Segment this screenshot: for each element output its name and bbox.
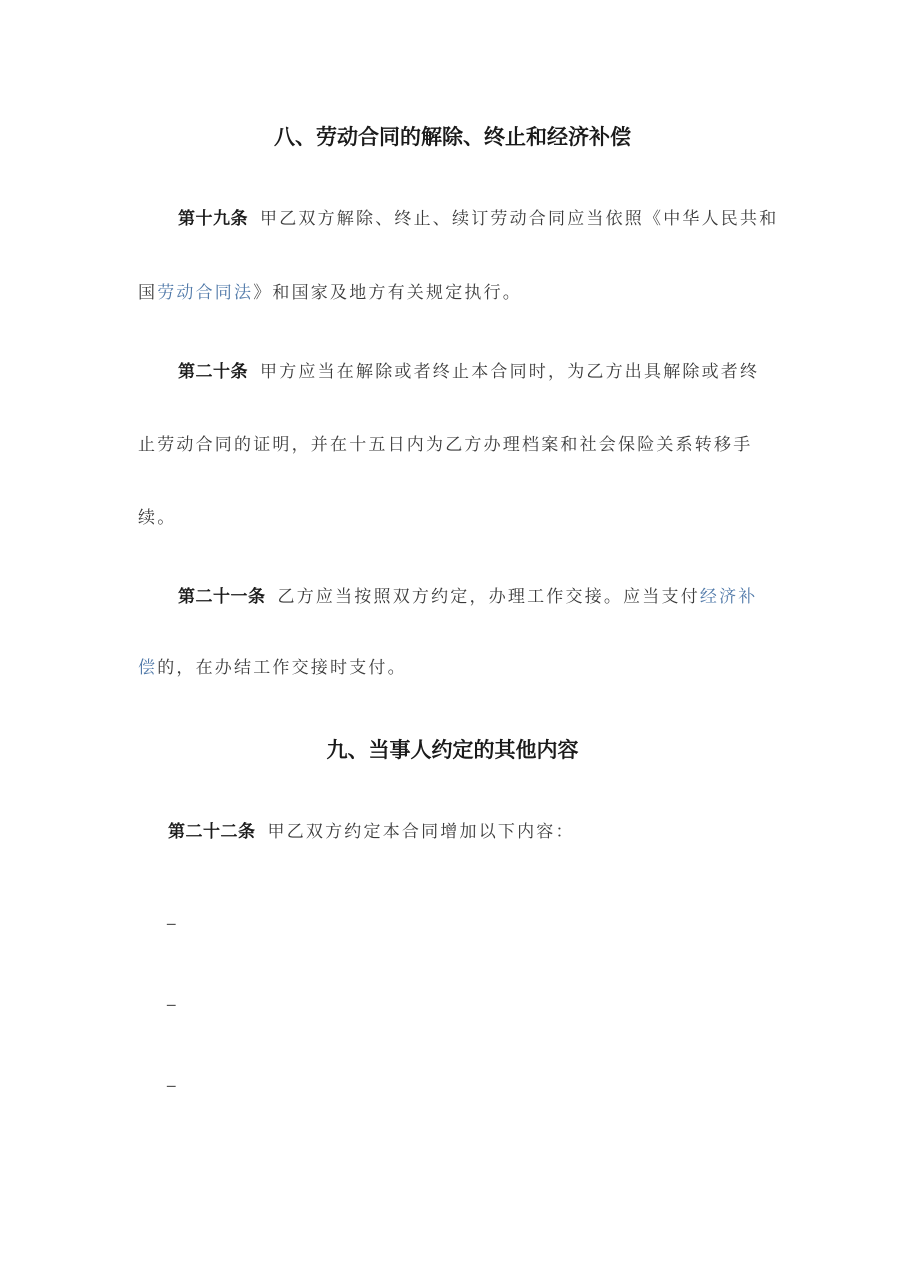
article-20-line-1 (178, 360, 759, 384)
article-19-text-2b: 》和国家及地方有关规定执行。 (253, 283, 523, 303)
section-8-heading: 八、劳动合同的解除、终止和经济补偿 (274, 125, 631, 149)
blank-line-2: _ (167, 987, 176, 1007)
article-21-line-2 (138, 656, 407, 680)
article-22-text-1: 甲乙双方约定本合同增加以下内容： (267, 822, 575, 842)
article-21-text-2: 的，在办结工作交接时支付。 (157, 658, 407, 678)
article-20-label: 第二十条 (178, 362, 248, 382)
article-19-label: 第十九条 (178, 209, 248, 229)
article-19-text-1: 甲乙双方解除、终止、续订劳动合同应当依照《中华人民共和 (260, 209, 779, 229)
article-19-line-2 (138, 281, 522, 305)
article-19-line-1 (178, 207, 778, 231)
article-21-line-1 (178, 585, 758, 609)
article-20-line-3: 续。 (138, 508, 177, 528)
article-21-label: 第二十一条 (178, 587, 266, 607)
article-19-text-2a: 国 (138, 283, 158, 303)
economic-compensation-link-cont[interactable]: 偿 (138, 658, 158, 678)
article-22-line-1 (168, 820, 575, 844)
article-20-text-1: 甲方应当在解除或者终止本合同时，为乙方出具解除或者终 (260, 362, 760, 382)
economic-compensation-link[interactable]: 经济补 (699, 587, 758, 607)
article-21-text-1: 乙方应当按照双方约定，办理工作交接。应当支付 (277, 587, 700, 607)
article-22-label: 第二十二条 (168, 822, 256, 842)
blank-line-1: _ (167, 906, 176, 926)
article-20-line-2: 止劳动合同的证明，并在十五日内为乙方办理档案和社会保险关系转移手 (138, 435, 753, 455)
section-9-heading: 九、当事人约定的其他内容 (326, 738, 579, 762)
labor-contract-law-link[interactable]: 劳动合同法 (157, 283, 254, 303)
blank-line-3: _ (167, 1068, 176, 1088)
